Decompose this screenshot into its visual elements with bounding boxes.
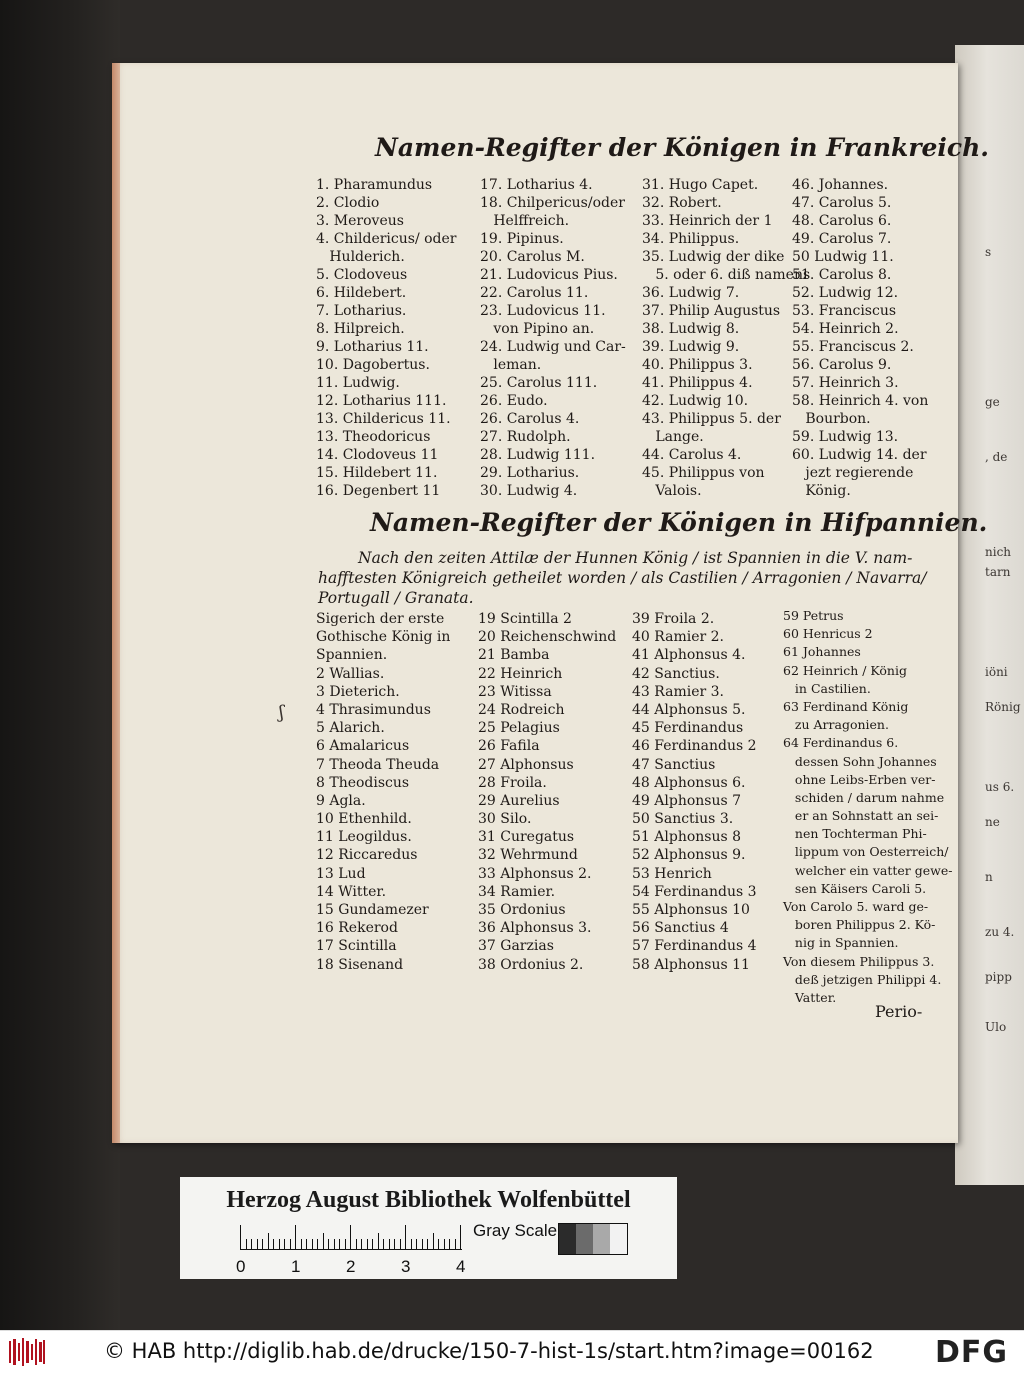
scale-tick <box>416 1239 417 1249</box>
king-entry: 8. Hilpreich. <box>316 321 405 337</box>
king-entry: 37 Garzias <box>478 938 554 955</box>
king-entry: 19 Scintilla 2 <box>478 611 572 627</box>
scale-tick <box>427 1239 428 1249</box>
library-name: Herzog August Bibliothek Wolfenbüttel <box>226 1187 631 1213</box>
king-entry: 43 Ramier 3. <box>632 683 725 700</box>
king-entry: 17 Scintilla <box>316 938 397 955</box>
king-entry: 53 Henrich <box>632 865 712 882</box>
king-entry: 42. Ludwig 10. <box>642 393 749 409</box>
spain-intro-paragraph <box>318 548 938 608</box>
king-entry: deß jetzigen Philippi 4. <box>783 971 942 987</box>
king-entry: Von Carolo 5. ward ge- <box>783 899 929 914</box>
king-entry: 51. Carolus 8. <box>792 267 892 283</box>
king-entry: 13. Theodoricus <box>316 429 431 445</box>
king-entry: nen Tochterman Phi- <box>783 826 927 842</box>
scale-tick <box>350 1225 351 1249</box>
dfg-logo: DFG <box>935 1335 1009 1370</box>
scale-tick <box>422 1239 423 1249</box>
hab-barcode-logo-icon <box>8 1337 46 1367</box>
king-entry: 58. Heinrich 4. von <box>792 393 929 409</box>
king-entry: 63 Ferdinand König <box>783 698 909 714</box>
gray-scale-patches <box>558 1223 628 1255</box>
king-entry: 28 Froila. <box>478 774 547 791</box>
king-entry: 16 Rekerod <box>316 920 398 937</box>
scale-tick <box>273 1239 274 1249</box>
king-entry: Spannien. <box>316 647 388 664</box>
scale-tick <box>361 1239 362 1249</box>
king-entry: Valois. <box>642 483 702 499</box>
king-entry: 43. Philippus 5. der <box>642 411 781 427</box>
king-entry: 46 Ferdinandus 2 <box>632 738 757 755</box>
king-entry: 50 Sanctius 3. <box>632 811 734 828</box>
king-entry: 29 Aurelius <box>478 792 560 809</box>
king-entry: 60 Henricus 2 <box>783 626 873 642</box>
king-entry: 14. Clodoveus 11 <box>316 447 439 463</box>
scale-tick <box>268 1233 269 1249</box>
king-entry: 46. Johannes. <box>792 177 889 193</box>
king-entry: 8 Theodiscus <box>316 774 410 791</box>
king-entry: 36 Alphonsus 3. <box>478 920 592 937</box>
spain-register-title: Namen-Regifter der Königen in Hifpannien. <box>370 508 988 537</box>
king-entry: 34. Philippus. <box>642 231 740 247</box>
france-kings-column-2 <box>480 176 626 500</box>
king-entry: dessen Sohn Johannes <box>783 753 937 769</box>
king-entry: 39 Froila 2. <box>632 611 715 627</box>
king-entry: in Castilien. <box>783 680 871 696</box>
king-entry: 59 Petrus <box>783 608 844 623</box>
king-entry: 6. Hildebert. <box>316 285 407 301</box>
king-entry: 2. Clodio <box>316 195 380 211</box>
scale-tick <box>284 1239 285 1249</box>
scale-tick <box>460 1225 461 1249</box>
spain-kings-column-1 <box>316 610 450 974</box>
scale-tick <box>328 1239 329 1249</box>
king-entry: 38. Ludwig 8. <box>642 321 740 337</box>
king-entry: 4 Thrasimundus <box>316 701 431 718</box>
scale-tick <box>257 1239 258 1249</box>
scale-tick <box>290 1239 291 1249</box>
france-register-title: Namen-Regifter der Königen in Frankreich. <box>375 133 989 162</box>
king-entry: 14 Witter. <box>316 883 387 900</box>
king-entry: 5. oder 6. diß namens <box>642 267 811 283</box>
king-entry: 19. Pipinus. <box>480 231 564 247</box>
king-entry: 57. Heinrich 3. <box>792 375 899 391</box>
france-kings-column-4 <box>792 176 928 500</box>
scale-number: 3 <box>401 1257 411 1276</box>
king-entry: 56 Sanctius 4 <box>632 920 729 937</box>
dark-background <box>0 0 120 1330</box>
king-entry: 34 Ramier. <box>478 883 556 900</box>
king-entry: welcher ein vatter gewe- <box>783 862 953 878</box>
king-entry: 27. Rudolph. <box>480 429 571 445</box>
scale-tick <box>444 1239 445 1249</box>
scale-tick <box>394 1239 395 1249</box>
king-entry: 5 Alarich. <box>316 720 385 737</box>
scale-tick <box>383 1239 384 1249</box>
king-entry: Helffreich. <box>480 213 570 229</box>
king-entry: 24 Rodreich <box>478 701 565 718</box>
scale-tick <box>400 1239 401 1249</box>
scale-tick <box>246 1239 247 1249</box>
king-entry: 36. Ludwig 7. <box>642 285 740 301</box>
scale-tick <box>317 1239 318 1249</box>
king-entry: nig in Spannien. <box>783 935 899 951</box>
king-entry: 47 Sanctius <box>632 756 716 773</box>
scale-number: 1 <box>291 1257 301 1276</box>
centimeter-scale <box>240 1225 462 1250</box>
king-entry: sen Käisers Caroli 5. <box>783 880 927 896</box>
king-entry: 26. Eudo. <box>480 393 548 409</box>
intro-line: Nach den zeiten Attilæ der Hunnen König / ist Spannien in die V. nam- <box>358 549 913 567</box>
king-entry: 20. Carolus M. <box>480 249 585 265</box>
king-entry: 18 Sisenand <box>316 956 404 973</box>
king-entry: Sigerich der erste <box>316 611 445 627</box>
king-entry: 31 Curegatus <box>478 829 575 846</box>
gray-patch <box>610 1224 627 1254</box>
scale-tick <box>438 1239 439 1249</box>
margin-pen-mark: ʃ <box>279 702 284 723</box>
king-entry: 55. Franciscus 2. <box>792 339 914 355</box>
king-entry: 49. Carolus 7. <box>792 231 892 247</box>
king-entry: 42 Sanctius. <box>632 665 720 682</box>
gray-patch <box>559 1224 576 1254</box>
scale-tick <box>279 1239 280 1249</box>
spain-kings-column-4 <box>783 608 952 1008</box>
king-entry: jezt regierende <box>792 465 914 481</box>
spain-kings-column-2 <box>478 610 616 974</box>
king-entry: 23 Witissa <box>478 683 552 700</box>
king-entry: Lange. <box>642 429 704 445</box>
king-entry: 45. Philippus von <box>642 465 765 481</box>
king-entry: 35. Ludwig der dike <box>642 249 785 265</box>
scale-tick <box>295 1225 296 1249</box>
scale-tick <box>455 1239 456 1249</box>
king-entry: ohne Leibs-Erben ver- <box>783 771 936 787</box>
scale-tick <box>301 1239 302 1249</box>
scale-tick <box>367 1239 368 1249</box>
king-entry: 20 Reichenschwind <box>478 629 617 646</box>
king-entry: 13. Childericus 11. <box>316 411 451 427</box>
king-entry: 13 Lud <box>316 865 366 882</box>
king-entry: lippum von Oesterreich/ <box>783 844 949 860</box>
king-entry: 39. Ludwig 9. <box>642 339 740 355</box>
king-entry: 53. Franciscus <box>792 303 897 319</box>
king-entry: 26 Fafila <box>478 738 540 755</box>
king-entry: 21 Bamba <box>478 647 550 664</box>
king-entry: Bourbon. <box>792 411 871 427</box>
king-entry: 61 Johannes <box>783 644 861 660</box>
king-entry: 7 Theoda Theuda <box>316 756 440 773</box>
king-entry: er an Sohnstatt an sei- <box>783 808 939 824</box>
king-entry: 27 Alphonsus <box>478 756 574 773</box>
king-entry: 51 Alphonsus 8 <box>632 829 742 846</box>
scale-tick <box>372 1239 373 1249</box>
king-entry: 4. Childericus/ oder <box>316 231 457 247</box>
scale-tick <box>433 1233 434 1249</box>
scale-tick <box>411 1239 412 1249</box>
scale-number: 4 <box>456 1257 466 1276</box>
king-entry: 25. Carolus 111. <box>480 375 598 391</box>
king-entry: 21. Ludovicus Pius. <box>480 267 618 283</box>
king-entry: 44. Carolus 4. <box>642 447 742 463</box>
gray-patch <box>576 1224 593 1254</box>
scale-number: 0 <box>236 1257 246 1276</box>
intro-line: Portugall / Granata. <box>318 589 474 607</box>
king-entry: 3 Dieterich. <box>316 683 400 700</box>
king-entry: 41. Philippus 4. <box>642 375 753 391</box>
king-entry: 60. Ludwig 14. der <box>792 447 927 463</box>
scale-tick <box>306 1239 307 1249</box>
king-entry: Vatter. <box>783 989 837 1005</box>
king-entry: 49 Alphonsus 7 <box>632 792 742 809</box>
king-entry: 26. Carolus 4. <box>480 411 580 427</box>
scale-tick <box>378 1233 379 1249</box>
king-entry: 29. Lotharius. <box>480 465 580 481</box>
king-entry: 10 Ethenhild. <box>316 811 412 828</box>
king-entry: 57 Ferdinandus 4 <box>632 938 757 955</box>
king-entry: 23. Ludovicus 11. <box>480 303 606 319</box>
king-entry: 48. Carolus 6. <box>792 213 892 229</box>
king-entry: 30 Silo. <box>478 811 532 828</box>
king-entry: 40 Ramier 2. <box>632 629 725 646</box>
king-entry: 16. Degenbert 11 <box>316 483 441 499</box>
scale-tick <box>251 1239 252 1249</box>
scale-tick <box>345 1239 346 1249</box>
king-entry: 9. Lotharius 11. <box>316 339 429 355</box>
france-kings-column-1 <box>316 176 457 500</box>
king-entry: 2 Wallias. <box>316 665 385 682</box>
king-entry: 18. Chilpericus/oder <box>480 195 625 211</box>
page-edge <box>112 63 120 1143</box>
king-entry: 64 Ferdinandus 6. <box>783 735 899 751</box>
catchword: Perio- <box>875 1002 923 1021</box>
king-entry: Von diesem Philippus 3. <box>783 953 935 969</box>
king-entry: 40. Philippus 3. <box>642 357 753 373</box>
king-entry: zu Arragonien. <box>783 717 889 733</box>
king-entry: 3. Meroveus <box>316 213 404 229</box>
king-entry: 59. Ludwig 13. <box>792 429 899 445</box>
scale-tick <box>262 1239 263 1249</box>
intro-line: hafftesten Königreich getheilet worden / als Castilien / Arragonien / Navarra/ <box>318 569 927 587</box>
king-entry: 48 Alphonsus 6. <box>632 774 746 791</box>
footer-bar <box>0 1330 1024 1374</box>
king-entry: 32. Robert. <box>642 195 722 211</box>
scale-tick <box>449 1239 450 1249</box>
king-entry: 52. Ludwig 12. <box>792 285 899 301</box>
king-entry: 22 Heinrich <box>478 665 563 682</box>
king-entry: boren Philippus 2. Kö- <box>783 917 936 933</box>
king-entry: 28. Ludwig 111. <box>480 447 596 463</box>
king-entry: 55 Alphonsus 10 <box>632 902 750 918</box>
king-entry: 54. Heinrich 2. <box>792 321 899 337</box>
scale-tick <box>334 1239 335 1249</box>
scale-tick <box>323 1233 324 1249</box>
king-entry: 24. Ludwig und Car- <box>480 339 626 355</box>
king-entry: 11 Leogildus. <box>316 829 412 846</box>
king-entry: 9 Agla. <box>316 792 366 809</box>
king-entry: Hulderich. <box>316 249 405 265</box>
king-entry: von Pipino an. <box>480 321 595 337</box>
king-entry: 22. Carolus 11. <box>480 285 589 301</box>
scale-tick <box>312 1239 313 1249</box>
king-entry: 37. Philip Augustus <box>642 303 781 319</box>
gray-scale-label: Gray Scale <box>473 1221 558 1240</box>
scale-number: 2 <box>346 1257 356 1276</box>
gray-patch <box>593 1224 610 1254</box>
scale-tick <box>405 1225 406 1249</box>
king-entry: 54 Ferdinandus 3 <box>632 883 757 900</box>
king-entry: 1. Pharamundus <box>316 177 433 193</box>
king-entry: 30. Ludwig 4. <box>480 483 578 499</box>
king-entry: 7. Lotharius. <box>316 303 407 319</box>
adjacent-page-edge: s ge , de nich tarn iöni Rönig us 6. ne n zu 4. pipp Ulo <box>955 45 1024 1185</box>
color-target-card <box>180 1177 677 1279</box>
king-entry: König. <box>792 483 851 499</box>
king-entry: 12 Riccaredus <box>316 847 418 864</box>
king-entry: 17. Lotharius 4. <box>480 177 593 193</box>
king-entry: 35 Ordonius <box>478 902 566 918</box>
scale-tick <box>389 1239 390 1249</box>
king-entry: 31. Hugo Capet. <box>642 177 759 193</box>
king-entry: 15. Hildebert 11. <box>316 465 438 481</box>
king-entry: 41 Alphonsus 4. <box>632 647 746 664</box>
king-entry: 10. Dagobertus. <box>316 357 430 373</box>
king-entry: 11. Ludwig. <box>316 375 400 391</box>
king-entry: 45 Ferdinandus <box>632 720 744 737</box>
king-entry: 32 Wehrmund <box>478 847 578 864</box>
king-entry: leman. <box>480 357 542 373</box>
spain-kings-column-3 <box>632 610 757 974</box>
scale-tick <box>240 1225 241 1249</box>
king-entry: 52 Alphonsus 9. <box>632 847 746 864</box>
scale-tick <box>356 1239 357 1249</box>
king-entry: Gothische König in <box>316 629 451 646</box>
king-entry: 50 Ludwig 11. <box>792 249 894 265</box>
king-entry: schiden / darum nahme <box>783 789 945 805</box>
king-entry: 62 Heinrich / König <box>783 662 907 678</box>
king-entry: 58 Alphonsus 11 <box>632 956 750 973</box>
king-entry: 38 Ordonius 2. <box>478 956 584 973</box>
king-entry: 15 Gundamezer <box>316 902 429 918</box>
king-entry: 12. Lotharius 111. <box>316 393 447 409</box>
scale-tick <box>339 1239 340 1249</box>
france-kings-column-3 <box>642 176 810 500</box>
king-entry: 33 Alphonsus 2. <box>478 865 592 882</box>
king-entry: 47. Carolus 5. <box>792 195 892 211</box>
king-entry: 56. Carolus 9. <box>792 357 892 373</box>
king-entry: 5. Clodoveus <box>316 267 408 283</box>
king-entry: 25 Pelagius <box>478 720 560 737</box>
copyright-url[interactable]: © HAB http://diglib.hab.de/drucke/150-7-hist-1s/start.htm?image=00162 <box>104 1339 874 1363</box>
king-entry: 33. Heinrich der 1 <box>642 213 773 229</box>
king-entry: 6 Amalaricus <box>316 738 410 755</box>
king-entry: 44 Alphonsus 5. <box>632 701 746 718</box>
